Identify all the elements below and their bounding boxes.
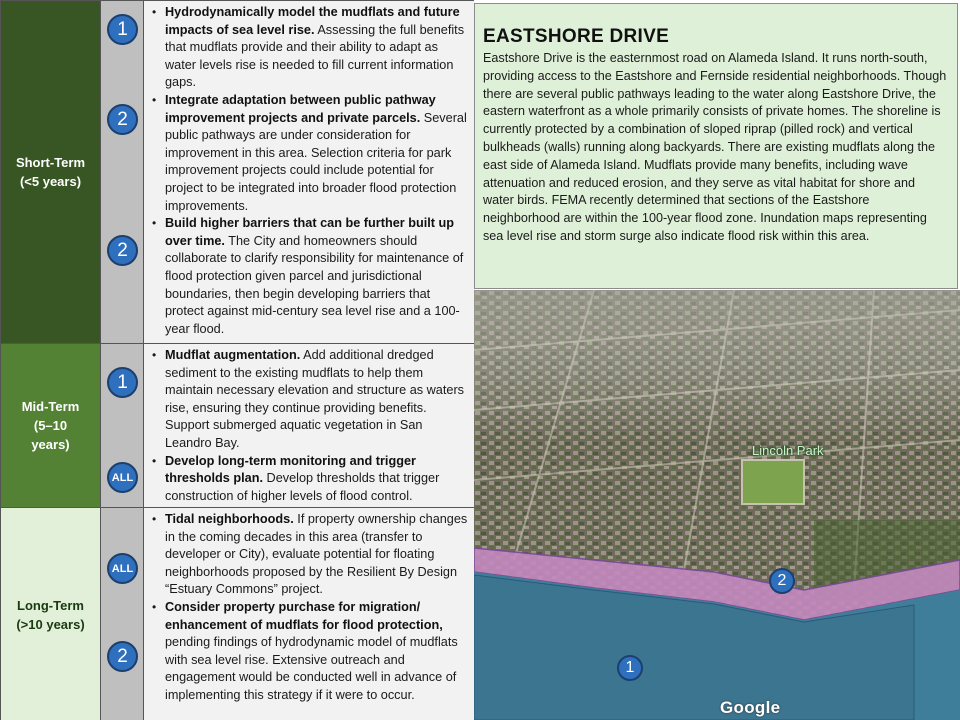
mid-term-badge-column xyxy=(101,344,144,507)
strategy-item: • Build higher barriers that can be further built up over time. The City and homeowners should collaborate to clarify responsibility for maintenance of flood protection given parcel and jurisdictional boundaries, then begin developing barriers that protect against mid-century sea level rise and a 100-year flood. xyxy=(152,215,469,338)
mid-term-row xyxy=(1,344,475,508)
priority-badge: ALL xyxy=(107,462,138,493)
info-title: EASTSHORE DRIVE xyxy=(483,26,670,47)
short-term-label: Short-Term (<5 years) xyxy=(1,1,101,343)
priority-badge: 1 xyxy=(107,367,138,398)
short-term-strategies xyxy=(144,1,475,343)
long-term-row xyxy=(1,508,475,720)
strategy-item: • Tidal neighborhoods. If property ownership changes in the coming decades in this area (transfer to developer or City), evaluate potential for floating neighborhoods proposed by the Resilient By Design “Estuary Commons” project. xyxy=(152,511,469,599)
map-badge-shoreline: 2 xyxy=(769,568,795,594)
long-term-badge-column xyxy=(101,508,144,720)
long-term-label: Long-Term (>10 years) xyxy=(1,508,101,720)
strategy-table xyxy=(0,0,474,720)
strategy-item: • Consider property purchase for migration/ enhancement of mudflats for flood protection, pending findings of hydrodynamic model of mudflats with sea level rise. Extensive outreach and engagement would be conducted well in advance of implementing this strategy if it were to occur. xyxy=(152,599,469,705)
priority-badge: 2 xyxy=(107,641,138,672)
long-term-strategies xyxy=(144,508,475,720)
info-body: Eastshore Drive is the easternmost road on Alameda Island. It runs north-south, providing access to the Eastshore and Fernside residential neighborhoods. Though there are several public pathways leading to the water along Eastshore Drive, the eastern waterfront as a whole primarily consists of private homes. The shoreline is currently protected by a combination of sloped riprap (pilled rock) and vertical bulkheads (walls) running along backyards. There are existing mudflats along the east side of Alameda Island. Mudflats provide many benefits, including wave attenuation and reduced erosion, and they serve as vital habitat for shore and water birds. FEMA recently determined that sections of the Eastshore neighborhood are within the 100-year flood zone. Inundation maps representing sea level rise and storm surge also indicate flood risk within this area. xyxy=(483,51,947,243)
mid-term-strategies xyxy=(144,344,475,507)
google-attribution: Google xyxy=(720,698,781,717)
info-box xyxy=(474,3,958,289)
priority-badge: ALL xyxy=(107,553,138,584)
strategy-item: • Mudflat augmentation. Add additional dredged sediment to the existing mudflats to help them maintain necessary elevation and structure as waters rise, ensuring they continue providing benefits. Support submerged aquatic vegetation in San Leandro Bay. xyxy=(152,347,469,453)
priority-badge: 2 xyxy=(107,104,138,135)
lincoln-park-label: Lincoln Park xyxy=(752,443,824,458)
map-badge-water: 1 xyxy=(617,655,643,681)
short-term-row xyxy=(1,1,475,344)
strategy-item: • Hydrodynamically model the mudflats and future impacts of sea level rise. Assessing the full benefits that mudflats provide and their ability to adapt as water levels rise is needed to fill current information gaps. xyxy=(152,4,469,92)
priority-badge: 2 xyxy=(107,235,138,266)
short-term-badge-column xyxy=(101,1,144,343)
aerial-map-image xyxy=(474,290,960,720)
aerial-map xyxy=(474,290,960,720)
mid-term-label: Mid-Term (5–10 years) xyxy=(1,344,101,507)
strategy-item: • Integrate adaptation between public pathway improvement projects and private parcels. Several public pathways are under consideration for improvement in this area. Selection criteria for park improvement projects could include potential for project to be integrated into broader flood protection improvements. xyxy=(152,92,469,215)
strategy-item: • Develop long-term monitoring and trigger thresholds plan. Develop thresholds that trigger construction of higher levels of flood control. xyxy=(152,453,469,506)
priority-badge: 1 xyxy=(107,14,138,45)
